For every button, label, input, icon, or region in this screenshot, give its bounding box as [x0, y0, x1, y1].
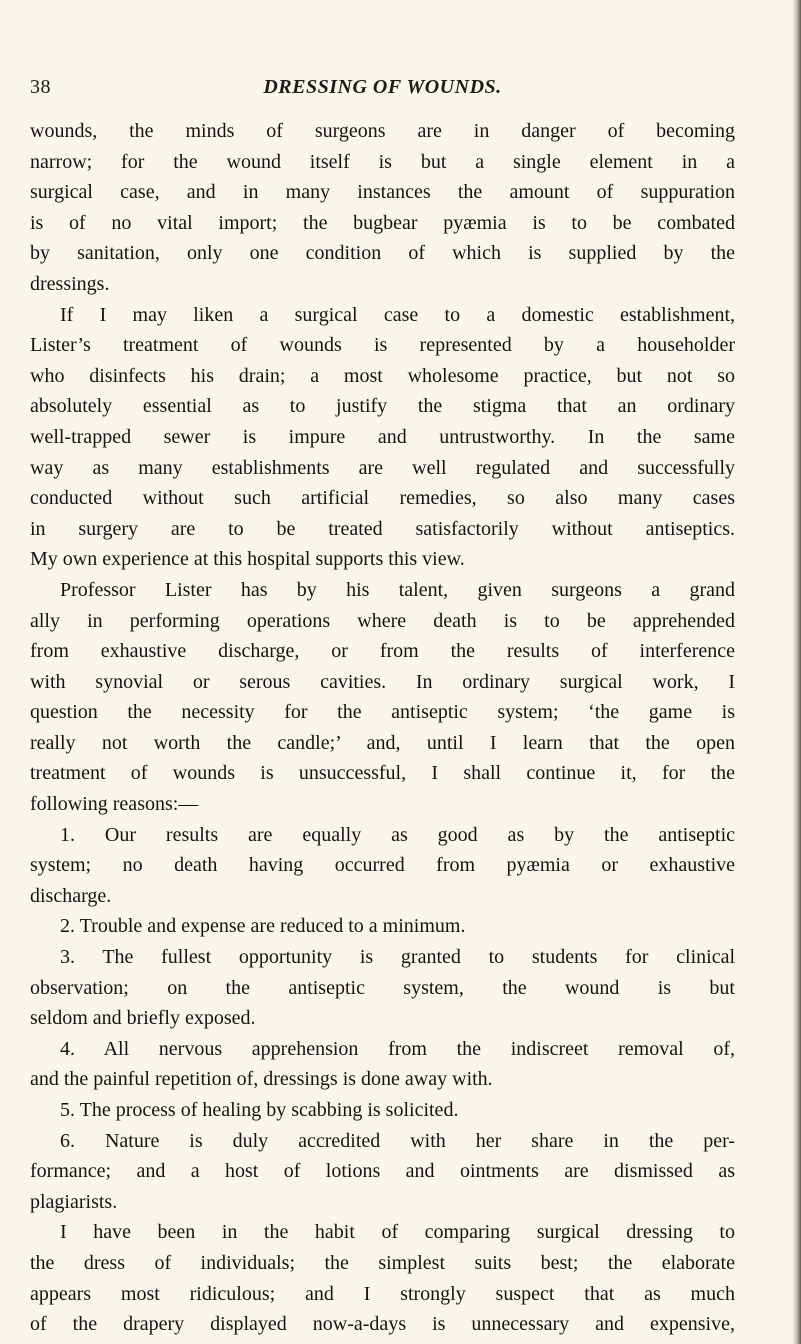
text-line: My own experience at this hospital supports this view. [30, 548, 465, 571]
text-line: seldom and briefly exposed. [30, 1007, 256, 1030]
text-line: of the drapery displayed now-a-days is unnecessary and expensive, [30, 1313, 735, 1336]
text-line: really not worth the candle;’ and, until I learn that the open [30, 731, 735, 754]
text-line: 2. Trouble and expense are reduced to a minimum. [60, 915, 466, 938]
text-line: way as many establishments are well regulated and successfully [30, 456, 735, 479]
text-line: Professor Lister has by his talent, given surgeons a grand [60, 578, 735, 601]
text-line: the dress of individuals; the simplest suits best; the elaborate [30, 1251, 735, 1274]
text-line: question the necessity for the antiseptic system; ‘the game is [30, 701, 735, 724]
text-line: from exhaustive discharge, or from the results of interference [30, 640, 735, 663]
text-line: If I may liken a surgical case to a domestic establishment, [60, 303, 735, 326]
text-line: system; no death having occurred from pyæmia or exhaustive [30, 854, 735, 877]
text-line: who disinfects his drain; a most wholesome practice, but not so [30, 364, 735, 387]
text-line: wounds, the minds of surgeons are in danger of becoming [30, 120, 735, 142]
text-line: surgical case, and in many instances the amount of suppuration [30, 181, 735, 204]
text-line: in surgery are to be treated satisfactorily without antiseptics. [30, 517, 735, 540]
text-line: 4. All nervous apprehension from the indiscreet removal of, [60, 1037, 735, 1060]
page-header [30, 76, 735, 106]
text-line: 6. Nature is duly accredited with her share in the per- [60, 1129, 735, 1152]
text-line: is of no vital import; the bugbear pyæmia is to be combated [30, 211, 735, 234]
text-line: following reasons:— [30, 793, 199, 816]
text-line: and the painful repetition of, dressings is done away with. [30, 1068, 493, 1091]
text-line: treatment of wounds is unsuccessful, I shall continue it, for the [30, 762, 735, 785]
running-title: DRESSING OF WOUNDS. [263, 76, 502, 98]
text-line: well-trapped sewer is impure and untrustworthy. In the same [30, 425, 735, 448]
body-text [30, 116, 735, 1340]
text-line: conducted without such artificial remedies, so also many cases [30, 487, 735, 510]
text-line: by sanitation, only one condition of which is supplied by the [30, 242, 735, 265]
text-line: observation; on the antiseptic system, the wound is but [30, 976, 735, 999]
text-line: ally in performing operations where death is to be apprehended [30, 609, 735, 632]
page-number: 38 [30, 76, 51, 98]
text-line: dressings. [30, 272, 110, 295]
text-line: 1. Our results are equally as good as by the antiseptic [60, 823, 735, 846]
text-line: with synovial or serous cavities. In ordinary surgical work, I [30, 670, 735, 693]
page-edge-shadow [792, 0, 801, 1344]
text-line: discharge. [30, 884, 112, 907]
text-line: appears most ridiculous; and I strongly suspect that as much [30, 1282, 735, 1305]
text-line: absolutely essential as to justify the stigma that an ordinary [30, 395, 735, 418]
text-line: plagiarists. [30, 1190, 118, 1213]
text-line: formance; and a host of lotions and ointments are dismissed as [30, 1160, 735, 1183]
text-line: I have been in the habit of comparing surgical dressing to [60, 1221, 735, 1244]
text-line: 3. The fullest opportunity is granted to students for clinical [60, 946, 735, 969]
text-line: narrow; for the wound itself is but a single element in a [30, 150, 735, 173]
text-line: Lister’s treatment of wounds is represented by a householder [30, 334, 735, 357]
text-line: 5. The process of healing by scabbing is solicited. [60, 1099, 459, 1121]
